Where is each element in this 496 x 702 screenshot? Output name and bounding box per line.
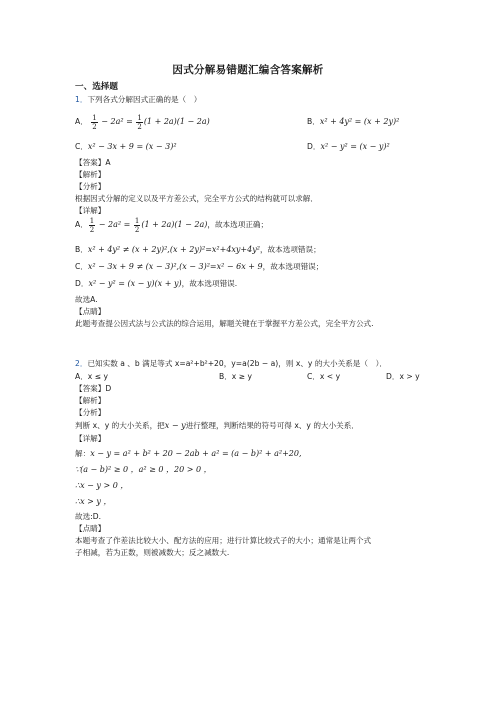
question-1-stem <box>75 95 201 105</box>
option-d: D．x > y <box>386 372 420 381</box>
detail-a: A． $\frac{1}{2}$ − 2a² = $\frac{1}{2}$ (1 + 2a)(1 − 2a)，故本选项正确； <box>75 216 269 234</box>
answer-tag: 【答案】D <box>75 384 112 393</box>
question-text: 下列各式分解因式正确的是（ ） <box>87 95 202 104</box>
fenxi-tag: 【分析】 <box>75 182 106 191</box>
question-2-options <box>75 372 420 382</box>
question-1-options-row1 <box>75 113 415 131</box>
question-1-options-row2 <box>75 142 415 152</box>
dianjing-text: 此题考查提公因式法与公式法的综合运用，解题关键在于掌握平方差公式，完全平方公式. <box>75 319 374 328</box>
option-a-math: − 2a² = <box>98 117 136 126</box>
analysis-tag: 【解析】 <box>75 170 106 179</box>
dianjing-text-2: 子相减，若为正数，则被减数大；反之减数大. <box>75 548 230 557</box>
solution-line: 解：x − y = a² + b² + 20 − 2ab + a² = (a − b)² + a²+20, <box>75 449 302 458</box>
option-b: B．x² + 4y² = (x + 2y)² <box>307 117 400 126</box>
section-heading-choice: 一、选择题 <box>75 82 118 92</box>
fraction: $\frac{1}{2}$ <box>134 216 140 234</box>
option-a-math-tail: (1 + 2a)(1 − 2a) <box>143 117 210 126</box>
question-number: 1． <box>75 95 88 104</box>
dianjing-tag: 【点睛】 <box>75 307 106 316</box>
question-2-stem <box>75 359 387 369</box>
conclusion: 故选A. <box>75 295 98 304</box>
dianjing-tag: 【点睛】 <box>75 524 106 533</box>
page-title: 因式分解易错题汇编含答案解析 <box>172 64 324 76</box>
solution-step-3: ∴x > y ， <box>75 497 112 506</box>
option-c-label: C． <box>75 142 88 151</box>
option-a: A．x ≤ y <box>75 372 108 381</box>
option-b: B．x ≥ y <box>219 372 252 381</box>
answer-tag: 【答案】A <box>75 158 111 167</box>
fenxi-tag: 【分析】 <box>75 408 106 417</box>
fraction: $\frac{1}{2}$ <box>92 113 97 131</box>
detail-tag: 【详解】 <box>75 434 106 443</box>
question-text: 已知实数 a 、b 满足等式 x=a²+b²+20，y=a(2b − a)，则 x、y 的大小关系是（ ）． <box>87 359 387 368</box>
option-a-label: A． <box>75 117 88 126</box>
detail-d: D．x² − y² = (x − y)(x + y)，故本选项错误. <box>75 279 238 288</box>
solution-step-2: ∴x − y > 0 ， <box>75 481 129 490</box>
option-c: C．x < y <box>307 372 341 381</box>
question-number: 2． <box>75 359 88 368</box>
analysis-tag: 【解析】 <box>75 396 106 405</box>
fenxi-text: 根据因式分解的定义以及平方差公式，完全平方公式的结构就可以求解． <box>75 194 318 203</box>
detail-c: C．x² − 3x + 9 ≠ (x − 3)²,(x − 3)²=x² − 6x + 9，故本选项错误； <box>75 262 324 271</box>
detail-tag: 【详解】 <box>75 206 106 215</box>
fraction: $\frac{1}{2}$ <box>137 113 142 131</box>
fenxi-text: 判断 x、y 的大小关系，把x − y进行整理，判断结果的符号可得 x、y 的大小关系． <box>75 421 359 430</box>
conclusion: 故选:D. <box>75 512 102 521</box>
solution-step-1: ∵(a − b)² ≥ 0 ，a² ≥ 0 ，20 > 0 ， <box>75 465 212 474</box>
option-d: D．x² − y² = (x − y)² <box>307 142 390 151</box>
dianjing-text-1: 本题考查了作差法比较大小、配方法的应用；进行计算比较式子的大小；通常是让两个式 <box>75 536 372 545</box>
detail-b: B．x² + 4y² ≠ (x + 2y)²,(x + 2y)²=x²+4xy+4y²，故本选项错误； <box>75 245 321 254</box>
option-c-math: x² − 3x + 9 = (x − 3)² <box>87 142 177 151</box>
fraction: $\frac{1}{2}$ <box>89 216 95 234</box>
